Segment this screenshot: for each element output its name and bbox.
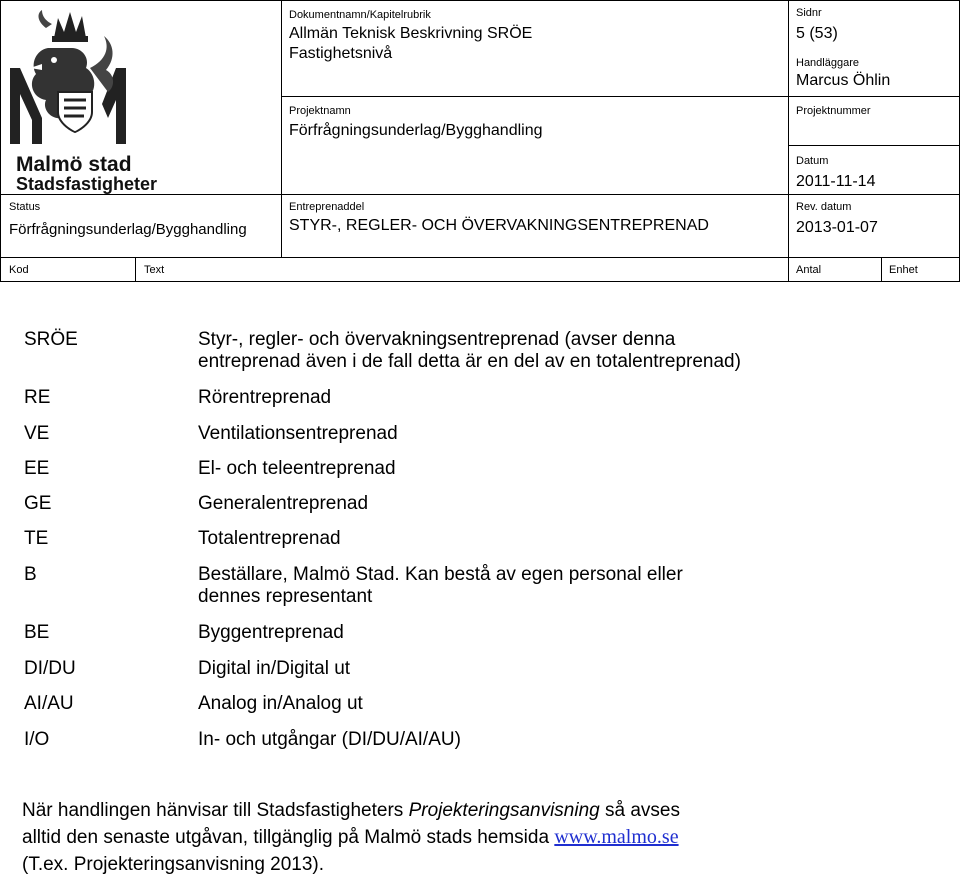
entry-text: Generalentreprenad [198,493,369,514]
document-header [0,0,960,282]
crest-icon [6,8,166,148]
entry-text: Byggentreprenad [198,622,344,643]
doc-title-line2: Fastighetsnivå [289,45,393,62]
status-value: Förfrågningsunderlag/Bygghandling [9,221,247,238]
note-italic-title: Projekteringsanvisning [408,800,600,821]
divider-col1 [281,0,282,257]
note-line-3: (T.ex. Projekteringsanvisning 2013). [22,854,325,875]
rev-date-value: 2013-01-07 [796,219,878,236]
entry-text-line: dennes representant [198,586,373,607]
contract-label: Entreprenaddel [289,201,365,213]
row-line-3 [0,194,960,195]
malmo-stad-logo [6,8,166,194]
entry-code: AI/AU [24,693,74,714]
note-line-1 [22,797,942,824]
entry-text: El- och teleentreprenad [198,458,396,479]
doc-title-line1: Allmän Teknisk Beskrivning SRÖE [289,25,533,42]
col-enhet: Enhet [889,264,918,276]
malmo-website-link[interactable]: www.malmo.se [554,826,679,848]
entry-code: EE [24,458,50,479]
reference-note [22,797,942,878]
date-value: 2011-11-14 [796,173,876,190]
entry-text-line: Styr-, regler- och övervakningsentreprenad (avser denna [198,329,676,350]
row-line-4 [0,257,960,258]
note-line-2 [22,824,942,851]
contract-value: STYR-, REGLER- OCH ÖVERVAKNINGSENTREPRENAD [289,217,709,234]
note-text: När handlingen hänvisar till Stadsfastigheters [22,800,409,821]
project-name-value: Förfrågningsunderlag/Bygghandling [289,122,543,139]
entry-code: RE [24,387,51,408]
entry-text: Digital in/Digital ut [198,658,351,679]
row-line-1 [281,96,960,97]
entry-text: Totalentreprenad [198,528,341,549]
col-antal: Antal [796,264,822,276]
doc-label: Dokumentnamn/Kapitelrubrik [289,9,431,21]
entry-code: TE [24,528,49,549]
logo-line2: Stadsfastigheter [16,174,158,194]
entry-text: Analog in/Analog ut [198,693,363,714]
entry-code: B [24,564,37,585]
entry-code: DI/DU [24,658,76,679]
border-left [0,0,1,282]
row-line-5 [0,281,960,282]
entry-code: SRÖE [24,329,78,350]
page-value: 5 (53) [796,25,838,42]
entry-text-line: Beställare, Malmö Stad. Kan bestå av egen personal eller [198,564,683,585]
divider-antal [788,257,789,282]
border-top [0,0,960,1]
row-line-2 [788,145,960,146]
project-name-label: Projektnamn [289,105,351,117]
entry-code: BE [24,622,50,643]
entry-code: VE [24,423,50,444]
col-kod: Kod [9,264,29,276]
entry-code: GE [24,493,52,514]
logo-line1: Malmö stad [16,153,132,176]
divider-col2 [788,0,789,257]
entry-text: Rörentreprenad [198,387,332,408]
note-text: alltid den senaste utgåvan, tillgänglig på Malmö stads hemsida [22,827,555,848]
note-text: så avses [599,800,680,821]
date-label: Datum [796,155,829,167]
entry-text: In- och utgångar (DI/DU/AI/AU) [198,729,461,750]
entry-text [198,329,898,373]
status-label: Status [9,201,41,213]
entry-code: I/O [24,729,50,750]
rev-date-label: Rev. datum [796,201,852,213]
divider-enhet [881,257,882,282]
entry-text: Ventilationsentreprenad [198,423,398,444]
divider-kod [135,257,136,282]
page-label: Sidnr [796,7,822,19]
project-number-label: Projektnummer [796,105,871,117]
handler-label: Handläggare [796,57,859,69]
entry-text-line: entreprenad även i de fall detta är en del av en totalentreprenad) [198,351,741,372]
handler-value: Marcus Öhlin [796,72,891,89]
col-text: Text [144,264,165,276]
entry-text [198,564,898,608]
